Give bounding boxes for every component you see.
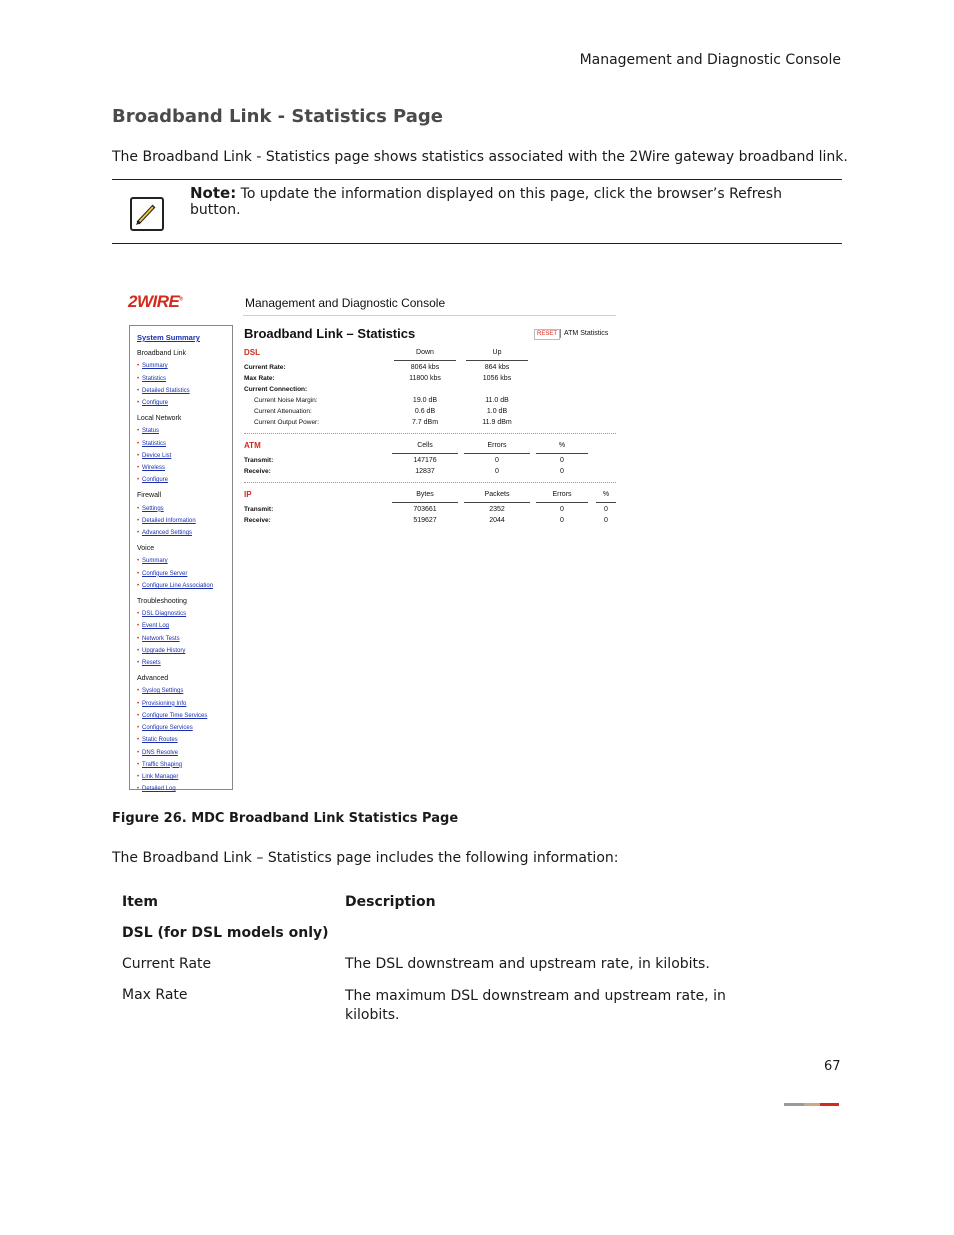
ip-rx-packets: 2044 xyxy=(489,517,505,524)
nav-group-title: Troubleshooting xyxy=(137,598,187,606)
ip-pct-underline xyxy=(596,502,616,503)
nav-group-title: Firewall xyxy=(137,492,162,500)
nav-link[interactable]: • Statistics xyxy=(137,438,232,450)
reset-button[interactable]: RESET xyxy=(534,329,560,340)
ip-receive-label: Receive: xyxy=(244,517,271,524)
dsl-max-rate-up: 1056 kbs xyxy=(482,375,512,382)
ip-rx-pct: 0 xyxy=(604,517,608,524)
atm-errors-underline xyxy=(464,453,530,454)
nav-link[interactable]: • DNS Resolve xyxy=(137,747,232,759)
dsl-section-label: DSL xyxy=(244,348,260,357)
table-row-item: Max Rate xyxy=(122,987,188,1003)
nav-link[interactable]: • Summary xyxy=(137,360,232,372)
dsl-noise-down: 19.0 dB xyxy=(412,397,438,404)
dsl-down-underline xyxy=(394,360,456,361)
table-header-description: Description xyxy=(345,894,436,910)
note-top-rule xyxy=(112,179,842,180)
nav-link[interactable]: • Configure xyxy=(137,474,232,486)
ip-col-bytes: Bytes xyxy=(416,491,434,498)
atm-col-errors: Errors xyxy=(487,442,507,449)
ip-transmit-label: Transmit: xyxy=(244,506,274,513)
dsl-up-underline xyxy=(466,360,528,361)
nav-link[interactable]: • Static Routes xyxy=(137,734,232,746)
dsl-current-rate-label: Current Rate: xyxy=(244,364,286,371)
dsl-atten-label: Current Attenuation: xyxy=(254,408,312,415)
atm-rx-errors: 0 xyxy=(495,468,499,475)
header-divider xyxy=(243,315,616,316)
nav-link[interactable]: • Summary xyxy=(137,555,232,567)
footer-bar-gray xyxy=(784,1103,804,1106)
nav-link[interactable]: • Wireless xyxy=(137,462,232,474)
nav-link[interactable]: • Resets xyxy=(137,657,232,669)
ip-col-errors: Errors xyxy=(552,491,572,498)
dsl-atten-up: 1.0 dB xyxy=(486,408,508,415)
dsl-current-rate-down: 8064 kbs xyxy=(410,364,440,371)
table-header-item: Item xyxy=(122,894,158,910)
nav-link[interactable]: • DSL Diagnostics xyxy=(137,608,232,620)
ip-col-packets: Packets xyxy=(484,491,510,498)
atm-cells-underline xyxy=(392,453,458,454)
dsl-power-label: Current Output Power: xyxy=(254,419,320,426)
dsl-connection-label: Current Connection: xyxy=(244,386,308,393)
atm-col-cells: Cells xyxy=(417,442,433,449)
nav-group-title: Broadband Link xyxy=(137,350,187,358)
dsl-noise-up: 11.0 dB xyxy=(485,397,509,404)
ip-section-label: IP xyxy=(244,490,252,499)
atm-rx-cells: 12837 xyxy=(415,468,435,475)
atm-tx-errors: 0 xyxy=(495,457,499,464)
atm-divider xyxy=(244,482,616,483)
nav-link[interactable]: • Configure Time Services xyxy=(137,710,232,722)
nav-link[interactable]: • Device List xyxy=(137,450,232,462)
mdc-screenshot-figure xyxy=(126,288,618,794)
nav-link[interactable]: • Configure Line Association xyxy=(137,580,232,592)
dsl-power-down: 7.7 dBm xyxy=(411,419,439,426)
note-label: Note: xyxy=(190,184,237,202)
ip-bytes-underline xyxy=(392,502,458,503)
page-title: Broadband Link – Statistics xyxy=(244,326,416,341)
figure-caption: Figure 26. MDC Broadband Link Statistics Page xyxy=(112,811,459,826)
nav-link[interactable]: • Traffic Shaping xyxy=(137,759,232,771)
dsl-current-rate-up: 864 kbs xyxy=(484,364,510,371)
section-title: Broadband Link - Statistics Page xyxy=(112,106,443,127)
ip-packets-underline xyxy=(464,502,530,503)
intro-paragraph: The Broadband Link - Statistics page shows statistics associated with the 2Wire gateway broadband link. xyxy=(112,149,848,165)
nav-system-summary[interactable]: System Summary xyxy=(137,333,200,342)
atm-statistics-link[interactable]: ATM Statistics xyxy=(560,329,608,338)
nav-group-title: Local Network xyxy=(137,415,182,423)
atm-col-pct: % xyxy=(558,442,566,449)
table-row-item: Current Rate xyxy=(122,956,212,972)
footer-bar-red xyxy=(820,1103,839,1106)
ip-tx-packets: 2352 xyxy=(489,506,505,513)
nav-link[interactable]: • Provisioning Info xyxy=(137,698,232,710)
atm-pct-underline xyxy=(536,453,588,454)
nav-link[interactable]: • Upgrade History xyxy=(137,645,232,657)
atm-transmit-label: Transmit: xyxy=(244,457,274,464)
running-header: Management and Diagnostic Console xyxy=(579,52,841,68)
ip-rx-errors: 0 xyxy=(560,517,564,524)
pencil-note-icon xyxy=(130,197,164,231)
page-number: 67 xyxy=(824,1059,841,1074)
table-row-description: The maximum DSL downstream and upstream rate, in kilobits. xyxy=(345,988,726,1023)
nav-link[interactable]: • Status xyxy=(137,425,232,437)
ip-tx-pct: 0 xyxy=(604,506,608,513)
nav-link[interactable]: • Event Log xyxy=(137,620,232,632)
ip-tx-errors: 0 xyxy=(560,506,564,513)
nav-link[interactable]: • Configure Server xyxy=(137,568,232,580)
dsl-max-rate-label: Max Rate: xyxy=(244,375,275,382)
nav-group-title: Advanced xyxy=(137,675,169,683)
atm-tx-pct: 0 xyxy=(560,457,564,464)
nav-link[interactable]: • Configure xyxy=(137,397,232,409)
note-bottom-rule xyxy=(112,243,842,244)
sidebar-nav xyxy=(129,325,233,793)
nav-link[interactable]: • Advanced Settings xyxy=(137,527,232,539)
nav-link[interactable]: • Link Manager xyxy=(137,771,232,783)
dsl-power-up: 11.9 dBm xyxy=(482,419,512,426)
footer-bar-tan xyxy=(804,1103,820,1106)
dsl-col-down: Down xyxy=(416,349,434,356)
table-group-dsl: DSL (for DSL models only) xyxy=(122,925,329,941)
table-row-description: The DSL downstream and upstream rate, in kilobits. xyxy=(345,956,710,972)
dsl-divider xyxy=(244,433,616,434)
nav-link[interactable]: • Settings xyxy=(137,503,232,515)
note-body: To update the information displayed on this page, click the browser’s Refresh button. xyxy=(190,186,782,218)
dsl-max-rate-down: 11800 kbs xyxy=(409,375,441,382)
nav-link[interactable]: • Detailed Log xyxy=(137,783,232,795)
nav-group-title: Voice xyxy=(137,545,155,553)
dsl-atten-down: 0.6 dB xyxy=(414,408,436,415)
ip-errors-underline xyxy=(536,502,588,503)
atm-rx-pct: 0 xyxy=(560,468,564,475)
2wire-logo: 2WIRE® xyxy=(128,292,183,311)
nav-link[interactable]: • Configure Services xyxy=(137,722,232,734)
ip-tx-bytes: 703661 xyxy=(413,506,437,513)
atm-receive-label: Receive: xyxy=(244,468,271,475)
note-text xyxy=(190,184,830,218)
atm-tx-cells: 147176 xyxy=(413,457,437,464)
nav-link[interactable]: • Detailed Information xyxy=(137,515,232,527)
nav-link[interactable]: • Syslog Settings xyxy=(137,685,232,697)
dsl-col-up: Up xyxy=(492,349,502,356)
atm-section-label: ATM xyxy=(244,441,261,450)
ip-col-pct: % xyxy=(602,491,610,498)
console-title: Management and Diagnostic Console xyxy=(245,296,446,310)
nav-link[interactable]: • Detailed Statistics xyxy=(137,385,232,397)
nav-link[interactable]: • Statistics xyxy=(137,373,232,385)
ip-rx-bytes: 519627 xyxy=(413,517,437,524)
table-intro: The Broadband Link – Statistics page includes the following information: xyxy=(112,850,619,866)
dsl-noise-label: Current Noise Margin: xyxy=(254,397,318,404)
nav-link[interactable]: • Network Tests xyxy=(137,633,232,645)
